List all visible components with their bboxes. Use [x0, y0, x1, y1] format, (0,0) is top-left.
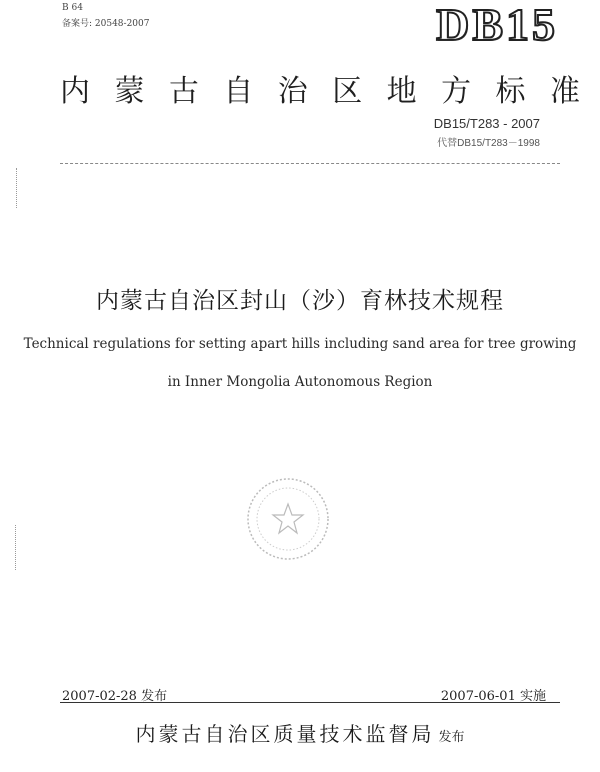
implementation-date-label: 实施	[519, 689, 546, 704]
title-char: 治	[277, 74, 308, 109]
top-divider	[60, 163, 560, 164]
replaces-standard: 代替DB15/T283－1998	[437, 138, 540, 149]
title-char: 古	[168, 74, 199, 109]
title-char: 区	[332, 74, 363, 109]
record-number: 备案号: 20548-2007	[62, 19, 150, 29]
issuer-name: 内蒙古自治区质量技术监督局	[135, 722, 435, 746]
issuing-authority	[0, 718, 600, 747]
title-char: 内	[60, 74, 90, 109]
standard-number: DB15/T283 - 2007	[433, 116, 540, 131]
title-char: 地	[386, 74, 417, 109]
title-char: 标	[495, 74, 526, 109]
document-title-en-line2: in Inner Mongolia Autonomous Region	[167, 374, 433, 390]
db-logo: DB15	[436, 0, 558, 50]
title-char: 方	[441, 74, 472, 109]
scan-mark	[16, 168, 20, 208]
title-char: 蒙	[114, 74, 145, 109]
issued-label: 发布	[438, 730, 465, 745]
document-title-en-line1: Technical regulations for setting apart hills including sand area for tree growing	[23, 336, 577, 352]
ics-code: B 64	[62, 3, 83, 13]
standard-category-title	[60, 66, 580, 110]
title-char: 自	[223, 74, 254, 109]
document-title-cn: 内蒙古自治区封山（沙）育林技术规程	[96, 288, 504, 314]
bottom-divider	[60, 702, 560, 703]
scan-mark	[15, 525, 19, 570]
issue-date-label: 发布	[141, 689, 168, 704]
implementation-date-value: 2007-06-01	[440, 689, 516, 704]
issue-date-value: 2007-02-28	[62, 689, 137, 704]
title-char: 准	[549, 74, 580, 109]
official-seal-icon	[245, 476, 331, 562]
